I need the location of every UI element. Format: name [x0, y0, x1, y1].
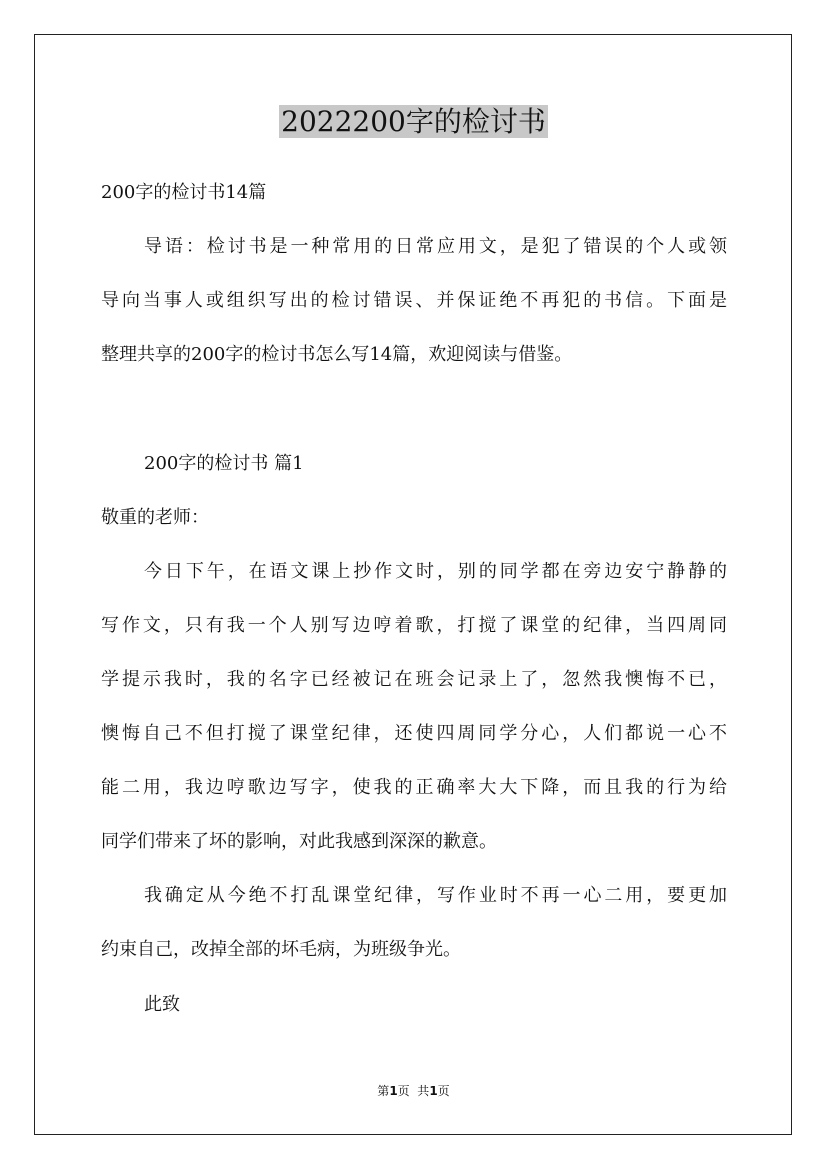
- paragraph1-line-6: 同学们带来了坏的影响，对此我感到深深的歉意。: [101, 831, 497, 852]
- intro-line-3: 整理共享的200字的检讨书怎么写14篇，欢迎阅读与借鉴。: [101, 344, 573, 365]
- intro-line-1: 导语：检讨书是一种常用的日常应用文，是犯了错误的个人或领: [144, 236, 727, 257]
- paragraph2-line-2: 约束自己，改掉全部的坏毛病，为班级争光。: [101, 939, 461, 960]
- page-footer: [0, 1082, 827, 1100]
- footer-suffix: 页: [437, 1084, 450, 1098]
- footer-prefix: 第: [377, 1084, 390, 1098]
- paragraph1-line-3: 学提示我时，我的名字已经被记在班会记录上了，忽然我懊悔不已，: [101, 669, 727, 690]
- document-title-text: 2022200字的检讨书: [281, 105, 546, 138]
- paragraph1-line-1: 今日下午，在语文课上抄作文时，别的同学都在旁边安宁静静的: [144, 561, 727, 582]
- footer-page-current: 1: [389, 1084, 398, 1098]
- footer-mid: 页 共: [397, 1084, 430, 1098]
- salutation: 敬重的老师：: [101, 507, 209, 528]
- footer-page-total: 1: [429, 1084, 438, 1098]
- paragraph2-line-1: 我确定从今绝不打乱课堂纪律，写作业时不再一心二用，要更加: [144, 885, 727, 906]
- section-heading: 200字的检讨书 篇1: [144, 453, 304, 474]
- paragraph1-line-4: 懊悔自己不但打搅了课堂纪律，还使四周同学分心，人们都说一心不: [101, 723, 727, 744]
- closing: 此致: [144, 994, 180, 1015]
- paragraph1-line-5: 能二用，我边哼歌边写字，使我的正确率大大下降，而且我的行为给: [101, 777, 727, 798]
- document-title: [0, 102, 827, 142]
- document-subtitle: 200字的检讨书14篇: [101, 182, 267, 203]
- paragraph1-line-2: 写作文，只有我一个人别写边哼着歌，打搅了课堂的纪律，当四周同: [101, 615, 727, 636]
- intro-line-2: 导向当事人或组织写出的检讨错误、并保证绝不再犯的书信。下面是: [101, 290, 727, 311]
